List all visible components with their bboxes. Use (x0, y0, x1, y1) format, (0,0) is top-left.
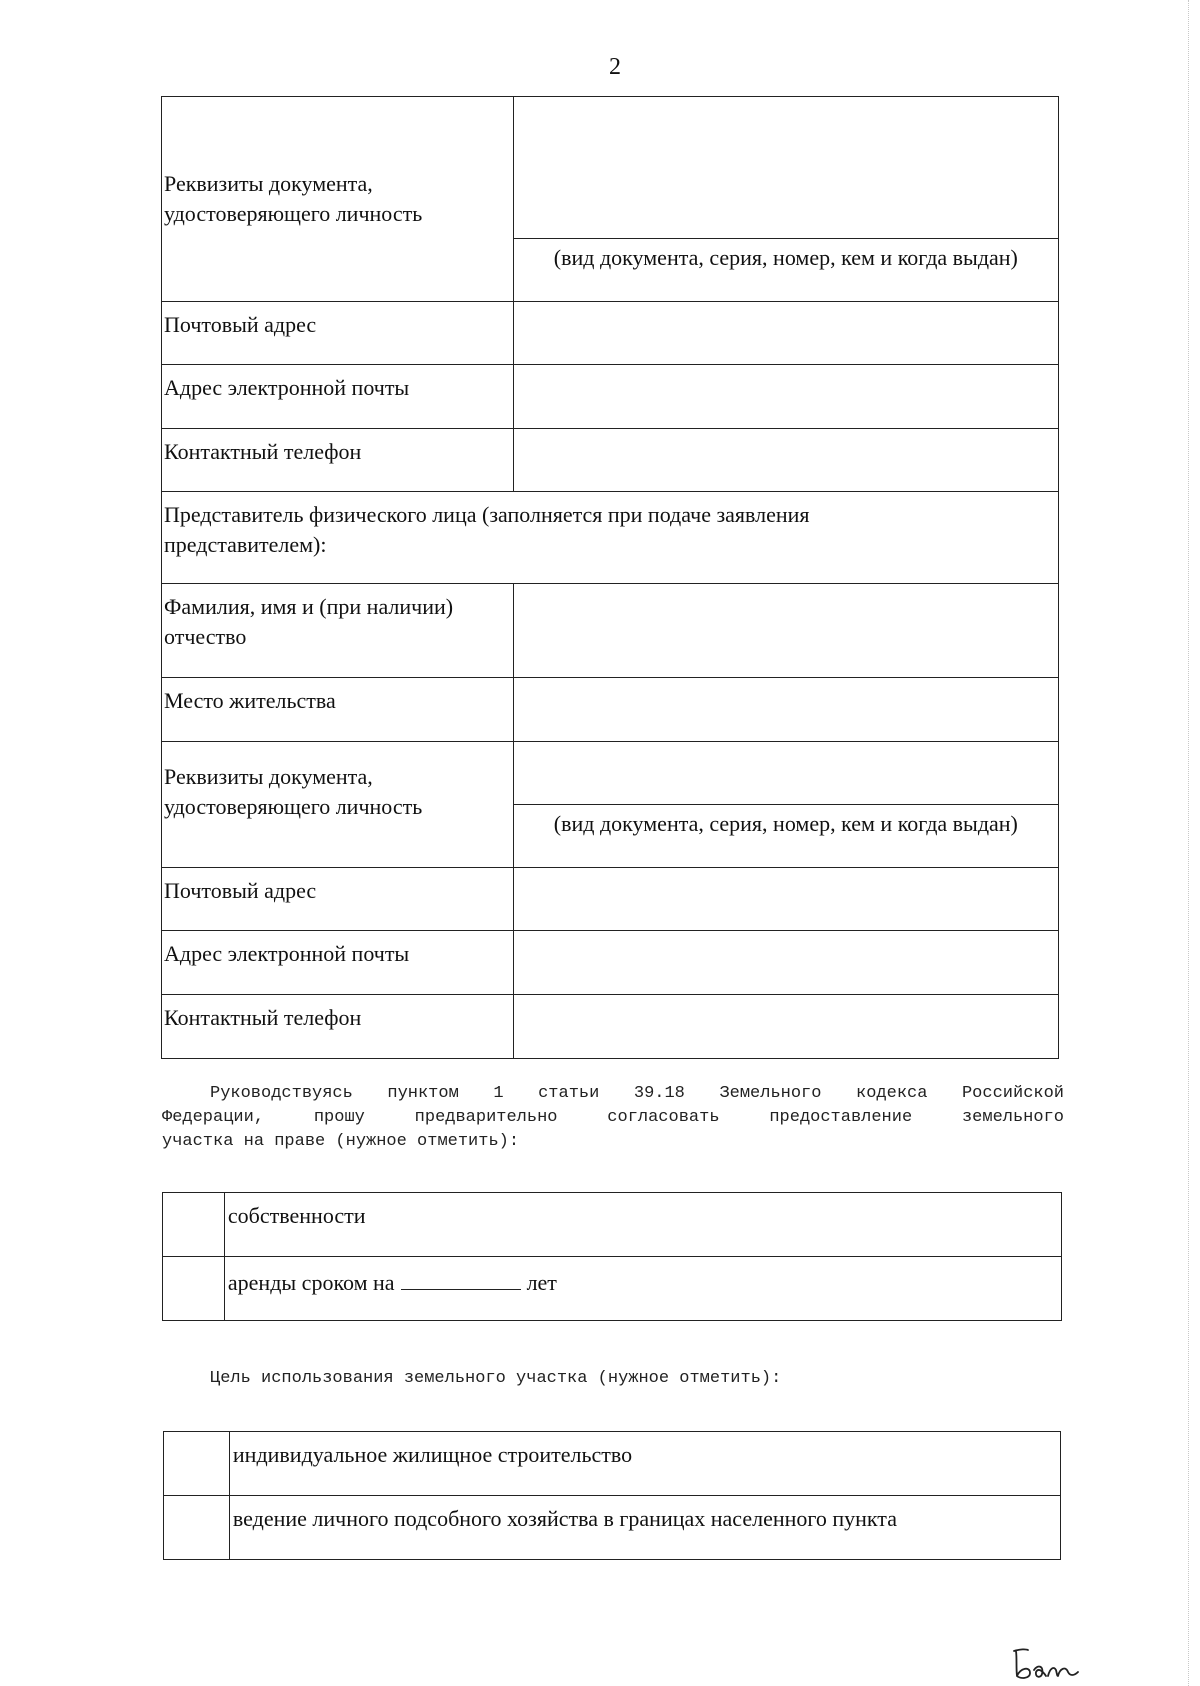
request-paragraph (162, 1082, 1064, 1154)
representative-residence-input[interactable] (513, 678, 1058, 742)
applicant-postal-label: Почтовый адрес (162, 302, 514, 365)
representative-residence-label: Место жительства (162, 678, 514, 742)
applicant-form-table (161, 96, 1059, 1059)
lease-suffix: лет (526, 1270, 557, 1295)
lease-option (224, 1257, 1061, 1321)
request-line-1: Руководствуясь пунктом 1 статьи 39.18 Земельного кодекса Российской (210, 1084, 1064, 1103)
purpose-intro: Цель использования земельного участка (нужное отметить): (210, 1369, 782, 1388)
lease-checkbox[interactable] (163, 1257, 225, 1321)
individual-housing-checkbox[interactable] (164, 1432, 230, 1496)
representative-postal-label: Почтовый адрес (162, 868, 514, 931)
applicant-phone-input[interactable] (513, 429, 1058, 492)
applicant-phone-label: Контактный телефон (162, 429, 514, 492)
applicant-id-doc-hint: (вид документа, серия, номер, кем и когда выдан) (513, 239, 1058, 302)
representative-phone-input[interactable] (513, 995, 1058, 1059)
representative-name-input[interactable] (513, 584, 1058, 678)
representative-email-label: Адрес электронной почты (162, 931, 514, 995)
applicant-id-doc-input[interactable] (513, 97, 1058, 239)
representative-postal-input[interactable] (513, 868, 1058, 931)
representative-id-doc-label: Реквизиты документа, удостоверяющего личность (162, 742, 514, 868)
lease-term-blank[interactable] (401, 1267, 521, 1290)
representative-id-doc-hint: (вид документа, серия, номер, кем и когда выдан) (513, 805, 1058, 868)
household-plot-checkbox[interactable] (164, 1496, 230, 1560)
purpose-table (163, 1431, 1061, 1560)
rights-table (162, 1192, 1062, 1321)
household-plot-label: ведение личного подсобного хозяйства в границах населенного пункта (229, 1496, 1060, 1560)
ownership-label: собственности (224, 1193, 1061, 1257)
applicant-id-doc-label: Реквизиты документа, удостоверяющего личность (162, 97, 514, 302)
representative-email-input[interactable] (513, 931, 1058, 995)
page-number: 2 (609, 54, 621, 80)
ownership-checkbox[interactable] (163, 1193, 225, 1257)
lease-prefix: аренды сроком на (227, 1270, 395, 1295)
applicant-email-label: Адрес электронной почты (162, 365, 514, 429)
representative-section-title: Представитель физического лица (заполняется при подаче заявления представителем): (162, 492, 1059, 584)
individual-housing-label: индивидуальное жилищное строительство (229, 1432, 1060, 1496)
applicant-email-input[interactable] (513, 365, 1058, 429)
scan-edge-line (1188, 0, 1190, 1686)
representative-name-label: Фамилия, имя и (при наличии) отчество (162, 584, 514, 678)
handwritten-signature (1010, 1648, 1082, 1682)
representative-id-doc-input[interactable] (513, 742, 1058, 805)
applicant-postal-input[interactable] (513, 302, 1058, 365)
request-line-3: участка на праве (нужное отметить): (162, 1132, 520, 1151)
request-line-2: Федерации, прошу предварительно согласовать предоставление земельного (162, 1108, 1064, 1127)
representative-phone-label: Контактный телефон (162, 995, 514, 1059)
